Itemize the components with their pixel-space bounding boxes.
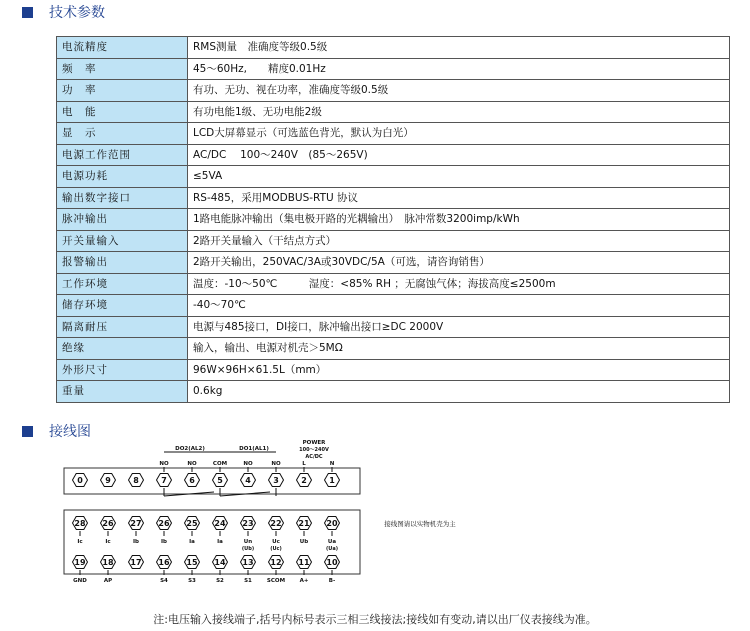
terminal-bottom-label: Un xyxy=(243,539,253,545)
spec-row xyxy=(57,187,730,209)
terminal-number: 20 xyxy=(326,519,338,528)
terminal-bottom-label: Ic xyxy=(77,539,83,545)
spec-value: 2路开关输出，250VAC/3A或30VDC/5A（可选，请咨询销售） xyxy=(188,252,730,274)
spec-label: 隔离耐压 xyxy=(57,316,188,338)
spec-row xyxy=(57,316,730,338)
terminal-bottom-label: Uc xyxy=(272,539,280,545)
terminal-number: 13 xyxy=(242,558,254,567)
terminal-number: 9 xyxy=(105,476,111,485)
spec-label: 频 率 xyxy=(57,58,188,80)
spec-table xyxy=(56,36,730,403)
spec-row xyxy=(57,209,730,231)
spec-row xyxy=(57,37,730,59)
terminal-number: 28 xyxy=(74,519,86,528)
spec-value: LCD大屏幕显示（可选蓝色背光，默认为白光） xyxy=(188,123,730,145)
spec-value: 45～60Hz, 精度0.01Hz xyxy=(188,58,730,80)
terminal-number: 11 xyxy=(298,558,310,567)
bullet-square-icon xyxy=(22,7,33,18)
terminal-bottom-label: S4 xyxy=(160,578,168,584)
terminal-bottom-label: Ib xyxy=(161,539,167,545)
terminal-bottom-label: A+ xyxy=(299,578,309,584)
spec-row xyxy=(57,58,730,80)
terminal-number: 5 xyxy=(217,476,223,485)
terminal-bottom-label: Ia xyxy=(217,539,223,545)
spec-row xyxy=(57,123,730,145)
terminal-bottom-label: Ub xyxy=(299,539,309,545)
spec-row xyxy=(57,166,730,188)
terminal-number: 15 xyxy=(186,558,198,567)
terminal-bottom-label: S1 xyxy=(244,578,252,584)
terminal-number: 27 xyxy=(130,519,142,528)
terminal-number: 22 xyxy=(270,519,282,528)
terminal-number: 14 xyxy=(214,558,226,567)
wiring-diagram xyxy=(60,438,460,588)
wiring-side-note: 接线图请以实物机壳为主 xyxy=(384,520,456,528)
spec-label: 外形尺寸 xyxy=(57,359,188,381)
spec-value: -40～70℃ xyxy=(188,295,730,317)
spec-row xyxy=(57,338,730,360)
power-label: POWER xyxy=(302,440,326,446)
spec-label: 开关量输入 xyxy=(57,230,188,252)
spec-value: 输入，输出、电源对机壳＞5MΩ xyxy=(188,338,730,360)
power-type: AC/DC xyxy=(305,454,323,460)
terminal-number: 21 xyxy=(298,519,310,528)
terminal-bottom-label: Ib xyxy=(133,539,139,545)
terminal-top-label: COM xyxy=(212,461,228,467)
spec-label: 电源功耗 xyxy=(57,166,188,188)
spec-value: 96W×96H×61.5L（mm） xyxy=(188,359,730,381)
spec-row xyxy=(57,359,730,381)
terminal-bottom-label: S3 xyxy=(188,578,196,584)
terminal-top-label: N xyxy=(329,461,335,467)
bullet-square-icon xyxy=(22,426,33,437)
terminal-number: 26 xyxy=(158,519,170,528)
terminal-bottom-label: B- xyxy=(328,578,336,584)
terminal-bottom-label: AP xyxy=(103,578,113,584)
terminal-bottom-label: GND xyxy=(73,578,87,584)
terminal-number: 8 xyxy=(133,476,139,485)
section-title: 接线图 xyxy=(49,424,91,440)
spec-value: 有功、无功、视在功率，准确度等级0.5级 xyxy=(188,80,730,102)
spec-value: 0.6kg xyxy=(188,381,730,403)
terminal-top-label: NO xyxy=(187,461,197,467)
spec-value: ≤5VA xyxy=(188,166,730,188)
terminal-top-label: NO xyxy=(243,461,253,467)
footnote: 注:电压输入接线端子,括号内标号表示三相三线接法;接线如有变动,请以出厂仪表接线为准。 xyxy=(153,613,597,626)
spec-value: 电源与485接口，DI接口，脉冲输出接口≥DC 2000V xyxy=(188,316,730,338)
terminal-number: 26 xyxy=(102,519,114,528)
terminal-sub-label: (Ua) xyxy=(325,546,339,552)
spec-label: 储存环境 xyxy=(57,295,188,317)
terminal-number: 7 xyxy=(161,476,167,485)
terminal-number: 10 xyxy=(326,558,338,567)
power-range: 100～240V xyxy=(299,447,329,453)
spec-row xyxy=(57,230,730,252)
spec-row xyxy=(57,381,730,403)
relay2-label: DO2(AL2) xyxy=(175,446,205,452)
terminal-number: 2 xyxy=(301,476,307,485)
spec-label: 功 率 xyxy=(57,80,188,102)
terminal-number: 6 xyxy=(189,476,195,485)
terminal-number: 3 xyxy=(273,476,279,485)
terminal-bottom-label: Ua xyxy=(327,539,337,545)
spec-label: 电 能 xyxy=(57,101,188,123)
spec-row xyxy=(57,252,730,274)
spec-value: 2路开关量输入（干结点方式） xyxy=(188,230,730,252)
terminal-sub-label: (Uc) xyxy=(270,546,282,552)
spec-label: 重量 xyxy=(57,381,188,403)
spec-label: 电流精度 xyxy=(57,37,188,59)
terminal-number: 24 xyxy=(214,519,226,528)
terminal-number: 1 xyxy=(329,476,335,485)
spec-value: RMS测量 准确度等级0.5级 xyxy=(188,37,730,59)
terminal-number: 12 xyxy=(270,558,282,567)
terminal-number: 25 xyxy=(186,519,198,528)
spec-row xyxy=(57,144,730,166)
spec-label: 工作环境 xyxy=(57,273,188,295)
terminal-bottom-label: S2 xyxy=(216,578,224,584)
spec-row xyxy=(57,101,730,123)
terminal-number: 0 xyxy=(77,476,83,485)
terminal-number: 17 xyxy=(130,558,142,567)
terminal-number: 19 xyxy=(74,558,86,567)
terminal-top-label: NO xyxy=(271,461,281,467)
terminal-number: 18 xyxy=(102,558,114,567)
spec-value: 1路电能脉冲输出（集电极开路的光耦输出） 脉冲常数3200imp/kWh xyxy=(188,209,730,231)
spec-value: 有功电能1级、无功电能2级 xyxy=(188,101,730,123)
terminal-number: 23 xyxy=(242,519,254,528)
spec-value: RS-485，采用MODBUS-RTU 协议 xyxy=(188,187,730,209)
terminal-sub-label: (Ub) xyxy=(241,546,255,552)
section-title: 技术参数 xyxy=(49,5,105,21)
spec-label: 绝缘 xyxy=(57,338,188,360)
spec-row xyxy=(57,80,730,102)
spec-row xyxy=(57,295,730,317)
spec-value: AC/DC 100～240V (85～265V) xyxy=(188,144,730,166)
relay1-label: DO1(AL1) xyxy=(239,446,269,452)
spec-label: 脉冲输出 xyxy=(57,209,188,231)
spec-label: 电源工作范围 xyxy=(57,144,188,166)
section-header-params xyxy=(22,2,105,22)
spec-label: 显 示 xyxy=(57,123,188,145)
spec-row xyxy=(57,273,730,295)
terminal-bottom-label: Ia xyxy=(189,539,195,545)
terminal-bottom-label: SCOM xyxy=(266,578,286,584)
terminal-top-label: L xyxy=(302,461,306,467)
terminal-number: 4 xyxy=(245,476,251,485)
spec-label: 报警输出 xyxy=(57,252,188,274)
spec-label: 输出数字接口 xyxy=(57,187,188,209)
terminal-top-label: NO xyxy=(159,461,169,467)
terminal-bottom-label: Ic xyxy=(105,539,111,545)
terminal-number: 16 xyxy=(158,558,170,567)
spec-value: 温度：-10～50℃ 湿度：<85% RH ；无腐蚀气体；海拔高度≤2500m xyxy=(188,273,730,295)
